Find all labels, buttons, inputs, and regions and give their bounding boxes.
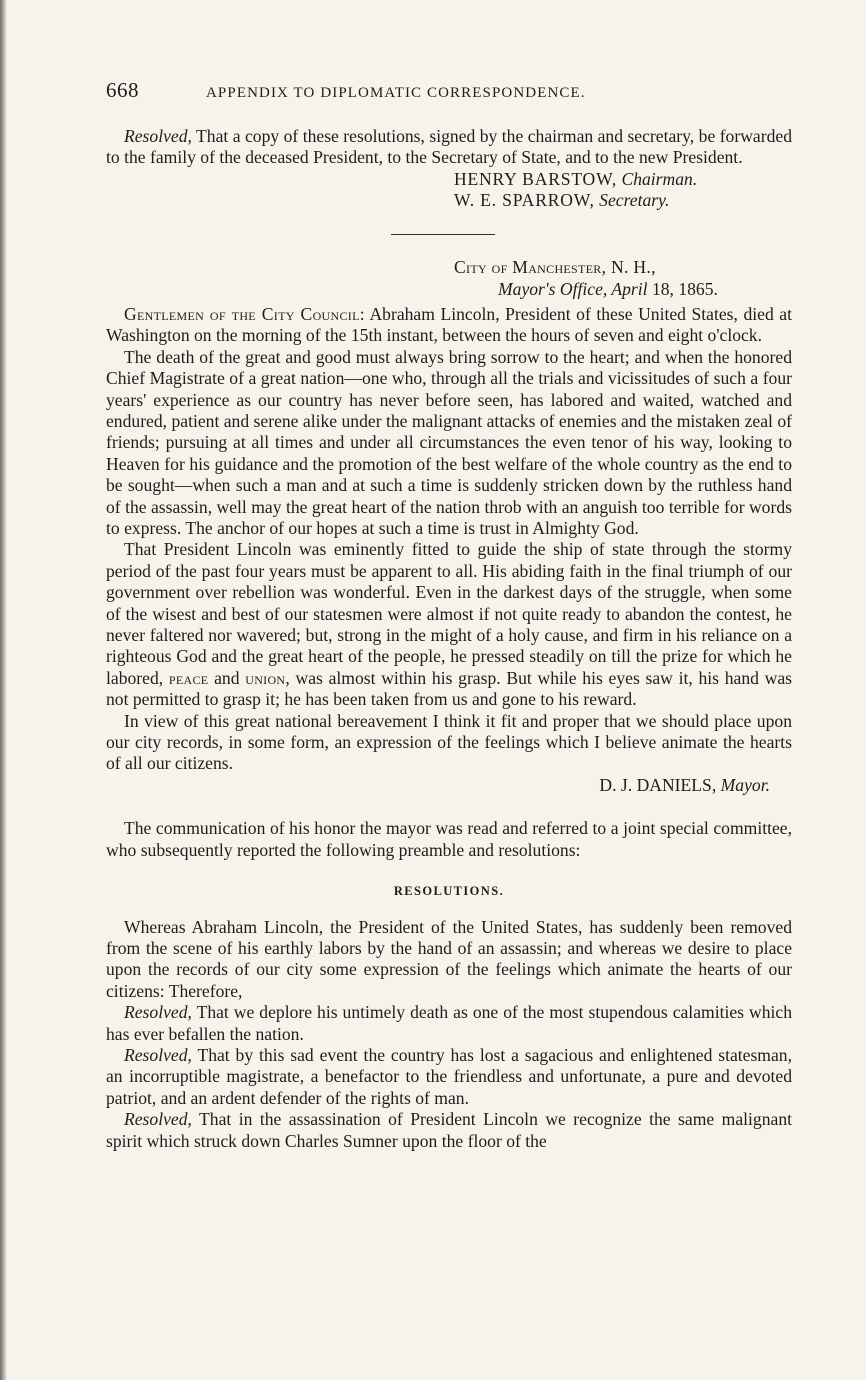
spacer	[106, 796, 792, 818]
page-number: 668	[106, 78, 139, 102]
document-page	[106, 80, 792, 1152]
signature-secretary	[106, 190, 792, 211]
signature-name: HENRY BARSTOW,	[454, 168, 618, 189]
whereas-paragraph: Whereas Abraham Lincoln, the President of the United States, has suddenly been removed from the scene of his earthly labors by the hand of an assassin; and whereas we desire to place upon the records of our city some expression of the feelings which animate the hearts of our citizens: Therefore,	[106, 916, 792, 1001]
section-divider	[391, 234, 495, 236]
signature-title: Chairman.	[621, 168, 698, 189]
resolved-label: Resolved,	[124, 1044, 192, 1065]
book-binding-edge	[0, 0, 7, 1380]
mayor-name: D. J. DANIELS,	[599, 774, 717, 795]
union-word: union	[245, 667, 286, 688]
signature-name: W. E. SPARROW,	[454, 190, 595, 211]
resolution-paragraph: Resolved, That in the assassination of President Lincoln we recognize the same malignant spirit which struck down Charles Sumner upon the floor of the	[106, 1109, 792, 1151]
peace-word: peace	[168, 667, 209, 688]
resolved-label: Resolved,	[124, 1109, 192, 1130]
letter-salutation: Gentlemen of the City Council:	[124, 303, 365, 324]
letter-paragraph: The death of the great and good must always bring sorrow to the heart; and when the honored Chief Magistrate of a great nation—one who, through all the trials and vicissitudes of such a four years' experience as our country has never before seen, has labored and waited, watched and endured, patient and serene alike under the malignant attacks of enemies and the mistaken zeal of friends; pursuing at all times and under all circumstances the even tenor of his way, looking to Heaven for his guidance and the promotion of the best welfare of the whole country as the end to be sought—when such a man and at such a time is suddenly stricken down by the ruthless hand of the assassin, well may the great heart of the nation throb with an anguish too terrible for words to express. The anchor of our hopes at such a time is trust in Almighty God.	[106, 346, 792, 538]
letter-paragraph	[106, 304, 792, 347]
letter-paragraph: That President Lincoln was eminently fitted to guide the ship of state through the stormy period of the past four years must be apparent to all. His abiding faith in the final triumph of our government over rebellion was wonderful. Even in the darkest days of the struggle, when some of the wisest and best of our statesmen were almost if not quite ready to abandon the contest, he never faltered nor wavered; but, strong in the might of a holy cause, and firm in his reliance on a righteous God and the great heart of the people, he pressed steadily on till the prize for which he labored, peace and union, was almost within his grasp. But while his eyes saw it, his hand was not permitted to grasp it; he has been taken from us and gone to his reward.	[106, 539, 793, 710]
first-resolution	[106, 126, 792, 169]
page-header	[106, 80, 792, 114]
resolution-paragraph: Resolved, That we deplore his untimely death as one of the most stupendous calamities which has ever befallen the nation.	[106, 1002, 792, 1044]
resolutions-heading: RESOLUTIONS.	[393, 884, 505, 899]
resolution-paragraph: Resolved, That by this sad event the country has lost a sagacious and enlightened statesman, an incorruptible magistrate, a benefactor to the friendless and unfortunate, a pure and devoted patriot, and an ardent defender of the rights of man.	[106, 1044, 792, 1108]
letter-p1-text: Abraham Lincoln, President of these United States, died at Washington on the morning of the 15th instant, between the hours of seven and eight o'clock.	[106, 303, 792, 346]
first-resolution-text: That a copy of these resolutions, signed by the chairman and secretary, be forwarded to the family of the deceased President, to the Secretary of State, and to the new President.	[106, 126, 792, 168]
letter-paragraph: In view of this great national bereavement I think it fit and proper that we should place upon our city records, in some form, an expression of the feelings which I believe animate the hearts of all our citizens.	[106, 710, 792, 774]
letter-date-tail: 18, 1865.	[647, 278, 718, 299]
letter-place: City of Manchester, N. H.,	[454, 257, 656, 278]
mayor-title: Mayor.	[720, 774, 770, 795]
communication-paragraph: The communication of his honor the mayor was read and referred to a joint special committee, who subsequently reported the following preamble and resolutions:	[106, 818, 792, 860]
letter-office: Mayor's Office, April	[498, 278, 648, 299]
letter-date	[106, 279, 792, 300]
mayor-signature	[106, 775, 792, 796]
signature-chairman	[106, 169, 792, 190]
resolved-label: Resolved,	[124, 126, 192, 146]
signature-title: Secretary.	[599, 190, 670, 211]
resolved-label: Resolved,	[124, 1002, 192, 1023]
running-title: APPENDIX TO DIPLOMATIC CORRESPONDENCE.	[206, 85, 586, 101]
